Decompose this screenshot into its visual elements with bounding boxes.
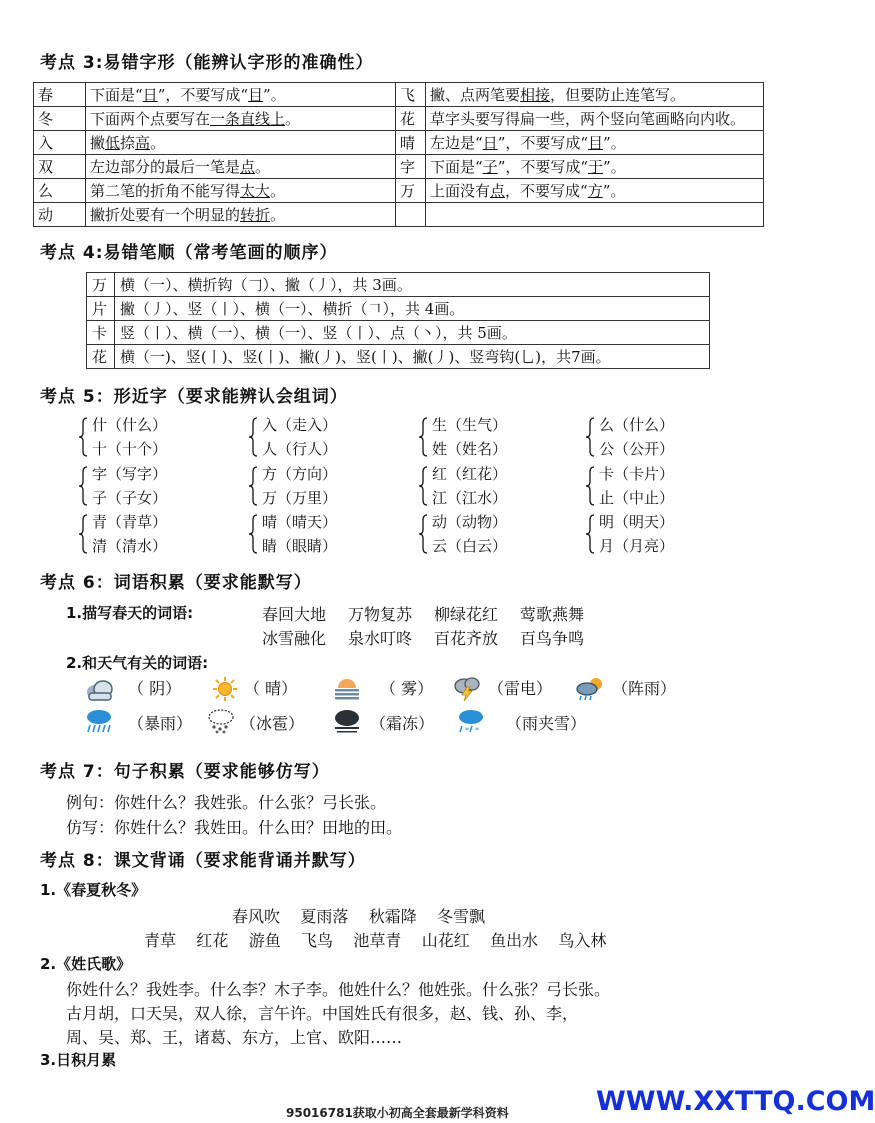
- spring-word: 百花齐放: [434, 629, 499, 648]
- text-segment: ”，不要写成“: [157, 86, 249, 104]
- similar-char-pair: [78, 413, 167, 461]
- similar-char-word: 姓（姓名）: [432, 440, 508, 458]
- brace-icon: [248, 466, 258, 506]
- note-cell: [426, 155, 764, 179]
- text-segment: 草字头要写得扁一些，两个竖向笔画略向内收。: [430, 110, 746, 128]
- underlined-text: 太大: [240, 182, 271, 200]
- char-cell: 万: [396, 179, 426, 203]
- section-8-title: 考点 8：课文背诵（要求能背诵并默写）: [40, 851, 366, 871]
- similar-char-pair: [248, 413, 337, 461]
- underlined-text: 一条直线上: [210, 110, 286, 128]
- similar-char-word: 什（什么）: [92, 416, 168, 434]
- underlined-text: 高: [135, 134, 151, 152]
- text-segment: 撇、点两笔要: [430, 86, 521, 104]
- char-cell: 晴: [396, 131, 426, 155]
- note-cell: [86, 203, 396, 227]
- underlined-text: 点: [490, 182, 506, 200]
- weather-label: （ 晴）: [244, 679, 298, 698]
- spring-word: 百鸟争鸣: [520, 629, 585, 648]
- char-cell: 字: [396, 155, 426, 179]
- similar-char-word: 红（红花）: [432, 465, 508, 483]
- hail-icon: [206, 708, 236, 734]
- underlined-text: 点: [240, 158, 256, 176]
- table-row: [34, 107, 764, 131]
- poem-1-line-1: 春风吹 夏雨落 秋霜降 冬雪飘: [232, 907, 486, 926]
- similar-char-pair: [418, 462, 507, 510]
- similar-char-word: 字（写字）: [92, 465, 168, 483]
- accumulation-title: 3.日积月累: [40, 1051, 117, 1069]
- note-cell: [86, 107, 396, 131]
- table-row: [87, 321, 710, 345]
- note-cell: [426, 203, 764, 227]
- char-cell: 双: [34, 155, 86, 179]
- stroke-cell: 横（一）、横折钩（𠃌）、撇（丿），共 3画。: [115, 273, 710, 297]
- char-cell: 冬: [34, 107, 86, 131]
- svg-text:*: *: [465, 726, 469, 735]
- underlined-text: 目: [588, 134, 604, 152]
- text-segment: 。: [270, 206, 286, 224]
- brace-icon: [585, 417, 595, 457]
- text-segment: ，不要写成“: [505, 182, 588, 200]
- char-cell: 飞: [396, 83, 426, 107]
- stroke-order-table: [86, 272, 710, 369]
- spring-words-label: 1.描写春天的词语:: [66, 604, 194, 622]
- text-segment: 。: [270, 182, 286, 200]
- similar-char-word: 明（明天）: [599, 513, 675, 531]
- similar-char-pair: [248, 510, 337, 558]
- section-7-title: 考点 7：句子积累（要求能够仿写）: [40, 762, 330, 782]
- note-cell: [86, 83, 396, 107]
- stroke-cell: 撇（丿）、竖（丨）、横（一）、横折（𠃍），共 4画。: [115, 297, 710, 321]
- table-row: [34, 83, 764, 107]
- similar-char-word: 江（江水）: [432, 489, 508, 507]
- similar-char-pair: [585, 413, 674, 461]
- similar-char-word: 子（子女）: [92, 489, 168, 507]
- text-segment: ”。: [603, 158, 626, 176]
- text-segment: ”。: [602, 182, 626, 200]
- table-row: [34, 179, 764, 203]
- similar-char-word: 清（清水）: [92, 537, 168, 555]
- note-cell: [426, 83, 764, 107]
- cloudy-icon: [84, 677, 114, 703]
- underlined-text: 于: [588, 158, 604, 176]
- brace-icon: [78, 514, 88, 554]
- similar-char-word: 生（生气）: [432, 416, 508, 434]
- poem-2-line-3: 周、吴、郑、王，诸葛、东方，上官、欧阳……: [66, 1028, 403, 1047]
- similar-char-word: 公（公开）: [599, 440, 675, 458]
- example-sentence: 例句：你姓什么？我姓张。什么张？弓长张。: [66, 793, 387, 812]
- text-segment: 下面是“: [90, 86, 143, 104]
- weather-label: （暴雨）: [128, 714, 193, 733]
- similar-char-pair: [585, 462, 674, 510]
- section-5-title: 考点 5：形近字（要求能辨认会组词）: [40, 387, 348, 407]
- weather-label: （霜冻）: [370, 714, 435, 733]
- similar-char-word: 晴（晴天）: [262, 513, 338, 531]
- similar-char-word: 万（万里）: [262, 489, 338, 507]
- table-row: [87, 297, 710, 321]
- stroke-cell: 横（一)、竖(丨)、竖(丨)、撇(丿)、竖(丨)、撇(丿)、竖弯钩(乚)，共7画。: [115, 345, 710, 369]
- note-cell: [426, 107, 764, 131]
- note-cell: [426, 131, 764, 155]
- text-segment: 捺: [120, 134, 136, 152]
- underlined-text: 低: [105, 134, 121, 152]
- text-segment: 撇折处要有一个明显的: [90, 206, 241, 224]
- text-segment: 撇: [90, 134, 106, 152]
- fog-icon: [332, 676, 362, 702]
- weather-words-label: 2.和天气有关的词语:: [66, 654, 209, 672]
- spring-word: 春回大地: [262, 605, 327, 624]
- similar-char-pair: [78, 462, 167, 510]
- spring-word: 柳绿花红: [434, 605, 499, 624]
- similar-char-word: 动（动物）: [432, 513, 508, 531]
- similar-char-word: 方（方向）: [262, 465, 338, 483]
- brand-watermark: WWW.XXTTQ.COM: [596, 1086, 875, 1117]
- char-cell: 万: [87, 273, 115, 297]
- similar-char-pair: [418, 413, 507, 461]
- underlined-text: 转折: [240, 206, 271, 224]
- text-segment: 。: [150, 134, 166, 152]
- section-6-title: 考点 6：词语积累（要求能默写）: [40, 573, 312, 593]
- similar-char-word: 睛（眼睛）: [262, 537, 338, 555]
- text-segment: ，但要防止连笔写。: [550, 86, 686, 104]
- frost-icon: [332, 708, 362, 734]
- char-cell: 动: [34, 203, 86, 227]
- similar-char-word: 青（青草）: [92, 513, 168, 531]
- spring-words-row-2: [262, 626, 606, 649]
- table-row: [34, 131, 764, 155]
- similar-char-word: 入（走入）: [262, 416, 338, 434]
- similar-char-word: 十（十个）: [92, 440, 168, 458]
- underlined-text: 方: [587, 182, 603, 200]
- brace-icon: [585, 514, 595, 554]
- imitation-sentence: 仿写：你姓什么？我姓田。什么田？田地的田。: [66, 818, 403, 837]
- similar-char-pair: [585, 510, 674, 558]
- thunder-icon: [452, 675, 482, 701]
- similar-char-pair: [78, 510, 167, 558]
- text-segment: 左边部分的最后一笔是: [90, 158, 241, 176]
- note-cell: [426, 179, 764, 203]
- text-segment: ”。: [263, 86, 286, 104]
- poem-1-line-2: 青草 红花 游鱼 飞鸟 池草青 山花红 鱼出水 鸟入林: [144, 931, 607, 950]
- underlined-text: 日: [482, 134, 498, 152]
- similar-char-pair: [248, 462, 337, 510]
- brace-icon: [585, 466, 595, 506]
- similar-char-word: 人（行人）: [262, 440, 338, 458]
- brace-icon: [418, 417, 428, 457]
- char-cell: 花: [396, 107, 426, 131]
- text-segment: 下面是“: [430, 158, 483, 176]
- spring-word: 冰雪融化: [262, 629, 327, 648]
- similar-char-word: 卡（卡片）: [599, 465, 675, 483]
- table-row: [87, 345, 710, 369]
- weather-label: （雨夹雪）: [506, 714, 587, 733]
- weather-label: （雷电）: [488, 679, 553, 698]
- text-segment: 下面两个点要写在: [90, 110, 211, 128]
- char-cell: 么: [34, 179, 86, 203]
- similar-char-word: 云（白云）: [432, 537, 508, 555]
- char-cell: 花: [87, 345, 115, 369]
- weather-label: （阵雨）: [612, 679, 677, 698]
- brace-icon: [78, 417, 88, 457]
- poem-2-title: 2.《姓氏歌》: [40, 955, 132, 973]
- poem-2-line-2: 古月胡，口天吴，双人徐，言午许。中国姓氏有很多，赵、钱、孙、李，: [66, 1004, 579, 1023]
- weather-label: （冰雹）: [240, 714, 305, 733]
- stroke-cell: 竖（丨）、横（一）、横（一）、竖（丨）、点（丶），共 5画。: [115, 321, 710, 345]
- shower-icon: [575, 675, 605, 701]
- spring-words-row-1: [262, 602, 606, 625]
- underlined-text: 日: [142, 86, 158, 104]
- table-row: [34, 155, 764, 179]
- brace-icon: [78, 466, 88, 506]
- brace-icon: [248, 514, 258, 554]
- text-segment: 第二笔的折角不能写得: [90, 182, 241, 200]
- rainstorm-icon: [84, 708, 114, 734]
- footer-note: 95016781获取小初高全套最新学科资料: [286, 1106, 509, 1120]
- char-cell: 卡: [87, 321, 115, 345]
- similar-char-word: 止（中止）: [599, 489, 675, 507]
- note-cell: [86, 131, 396, 155]
- sunny-icon: [210, 676, 240, 702]
- note-cell: [86, 179, 396, 203]
- svg-text:*: *: [475, 726, 479, 735]
- wrong-glyph-table: [33, 82, 764, 227]
- spring-word: 莺歌燕舞: [520, 605, 585, 624]
- section-3-title: 考点 3:易错字形（能辨认字形的准确性）: [40, 53, 374, 73]
- char-cell: 片: [87, 297, 115, 321]
- text-segment: ”，不要写成“: [497, 134, 589, 152]
- spring-word: 泉水叮咚: [348, 629, 413, 648]
- text-segment: ”。: [603, 134, 626, 152]
- char-cell: 入: [34, 131, 86, 155]
- underlined-text: 子: [482, 158, 498, 176]
- text-segment: 。: [285, 110, 301, 128]
- section-4-title: 考点 4:易错笔顺（常考笔画的顺序）: [40, 243, 338, 263]
- char-cell: 春: [34, 83, 86, 107]
- similar-char-word: 月（月亮）: [599, 537, 675, 555]
- brace-icon: [418, 514, 428, 554]
- text-segment: 上面没有: [430, 182, 491, 200]
- brace-icon: [418, 466, 428, 506]
- weather-label: （ 雾）: [380, 679, 434, 698]
- weather-label: （ 阴）: [128, 679, 182, 698]
- note-cell: [86, 155, 396, 179]
- poem-1-title: 1.《春夏秋冬》: [40, 881, 147, 899]
- table-row: [34, 203, 764, 227]
- sleet-icon: [456, 708, 486, 734]
- underlined-text: 目: [248, 86, 264, 104]
- char-cell: [396, 203, 426, 227]
- underlined-text: 相接: [520, 86, 551, 104]
- text-segment: 左边是“: [430, 134, 483, 152]
- text-segment: 。: [255, 158, 271, 176]
- similar-char-word: 么（什么）: [599, 416, 675, 434]
- brace-icon: [248, 417, 258, 457]
- table-row: [87, 273, 710, 297]
- poem-2-line-1: 你姓什么？我姓李。什么李？木子李。他姓什么？他姓张。什么张？弓长张。: [66, 980, 611, 999]
- text-segment: ”，不要写成“: [497, 158, 589, 176]
- spring-word: 万物复苏: [348, 605, 413, 624]
- similar-char-pair: [418, 510, 507, 558]
